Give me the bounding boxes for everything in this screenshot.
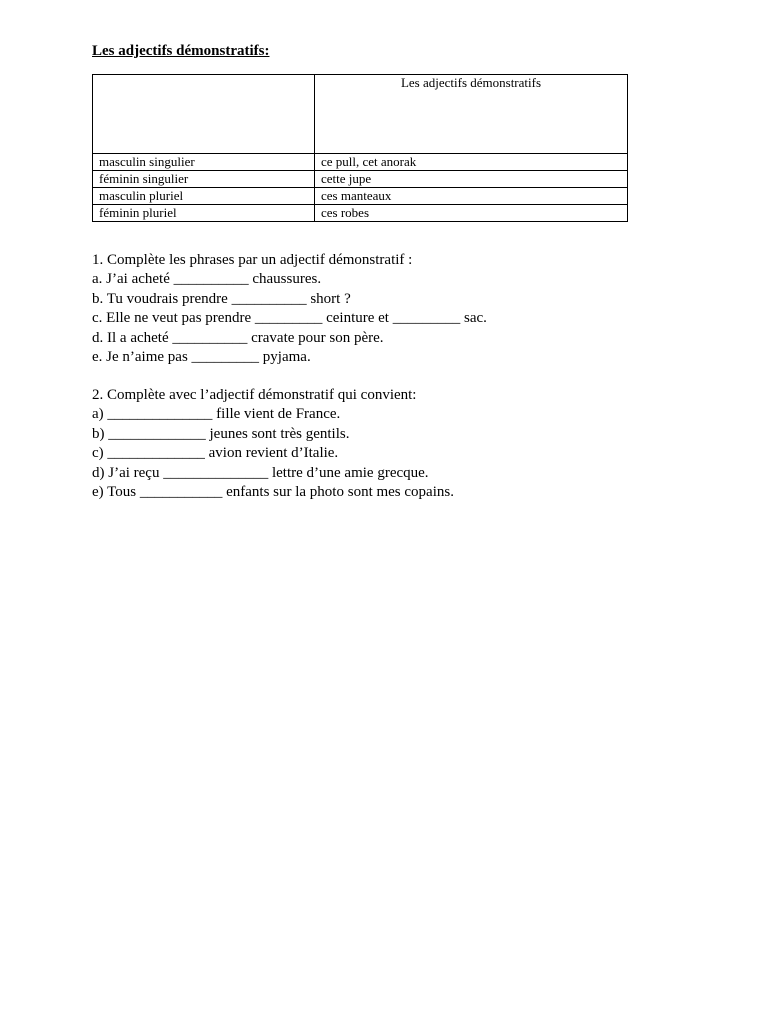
table-row <box>93 205 628 222</box>
table-header-label: Les adjectifs démonstratifs <box>315 75 628 154</box>
table-row-examples: cette jupe <box>315 171 628 188</box>
table-header-row <box>93 75 628 154</box>
exercise-1-item-d: d. Il a acheté __________ cravate pour son père. <box>92 329 384 346</box>
exercise-1-item-a: a. J’ai acheté __________ chaussures. <box>92 271 322 288</box>
exercise-2 <box>92 386 454 502</box>
table-row-examples: ce pull, cet anorak <box>315 154 628 171</box>
exercise-1-item-b: b. Tu voudrais prendre __________ short ? <box>92 290 351 307</box>
page-title: Les adjectifs démonstratifs: <box>92 43 270 59</box>
exercise-2-item-c: c) _____________ avion revient d’Italie. <box>92 445 339 462</box>
table-row-category: féminin pluriel <box>93 205 315 222</box>
exercise-1 <box>92 251 487 367</box>
table-row <box>93 154 628 171</box>
exercise-2-item-a: a) ______________ fille vient de France. <box>92 406 341 423</box>
table-row-examples: ces manteaux <box>315 188 628 205</box>
table-row-category: masculin pluriel <box>93 188 315 205</box>
table-row <box>93 171 628 188</box>
exercise-1-item-c: c. Elle ne veut pas prendre _________ ceinture et _________ sac. <box>92 310 487 327</box>
exercise-1-instruction: 1. Complète les phrases par un adjectif démonstratif : <box>92 252 413 268</box>
table-row-examples: ces robes <box>315 205 628 222</box>
exercise-2-instruction: 2. Complète avec l’adjectif démonstratif qui convient: <box>92 387 417 403</box>
exercise-2-item-b: b) _____________ jeunes sont très gentils. <box>92 425 350 442</box>
exercise-2-item-d: d) J’ai reçu ______________ lettre d’une amie grecque. <box>92 464 429 481</box>
demonstrative-adjectives-table <box>92 74 628 222</box>
exercise-1-item-e: e. Je n’aime pas _________ pyjama. <box>92 348 311 365</box>
table-row <box>93 188 628 205</box>
exercise-2-item-e: e) Tous ___________ enfants sur la photo sont mes copains. <box>92 483 454 500</box>
table-row-category: féminin singulier <box>93 171 315 188</box>
table-row-category: masculin singulier <box>93 154 315 171</box>
table-header-empty-cell <box>93 75 315 154</box>
